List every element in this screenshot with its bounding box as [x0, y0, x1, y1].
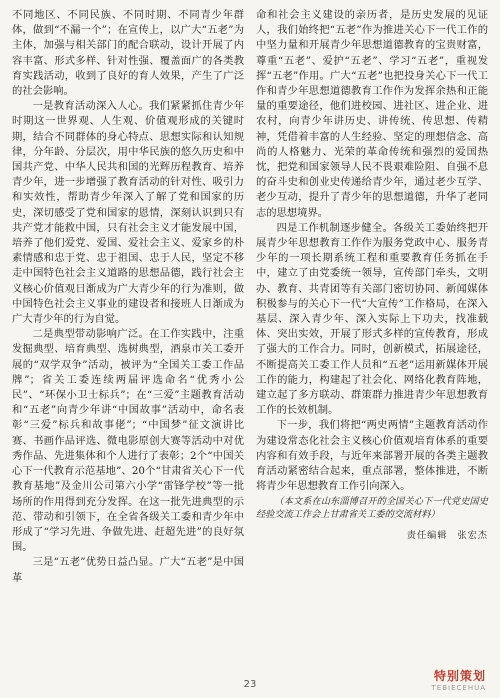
- paragraph-point-three-continued: 命和社会主义建设的亲历者，是历史发展的见证人，我们始终把“五老”作为推进关心下一代工作的中坚力量和开展青少年思想道德教育的宝贵财富，尊重“五老”、爱护“五老”、学习“五老”，重视发挥“五老”作用。广大“五老”也把投身关心下一代工作和青少年思想道德教育工作作为发挥余热和正能量的重要途径，他们进校园、进社区、进企业、进农村，向青少年讲历史、讲传统、传思想、传精神，凭借着丰富的人生经验、坚定的理想信念、高尚的人格魅力、光荣的革命传统和强烈的爱国热忱，把党和国家领导人民不畏艰难险阻、自强不息的奋斗史和创业史传递给青少年，通过老少互学、老少互动，提升了青少年的思想道德，升华了老同志的思想境界。: [256, 9, 488, 219]
- left-column: [12, 8, 244, 586]
- editor-credit: [256, 528, 488, 543]
- paragraph-intro-continued: 不同地区、不同民族、不同时期、不同青少年群体，做到“不漏一个”；在宣传上，以广大“五老”为主体，加强与相关部门的配合联动，设计开展了内容丰富、形式多样、针对性强、覆盖面广的各类教育实践活动，收到了良好的育人效果，产生了广泛的社会影响。: [12, 9, 244, 98]
- page-number: 23: [243, 679, 257, 690]
- source-note: （本文系在山东淄博召开的全国关心下一代党史国史经验交流工作会上甘肃省关工委的交流材料）: [256, 495, 488, 520]
- right-column: [256, 8, 488, 543]
- section-badge: [432, 667, 486, 692]
- paragraph-point-three-start: 三是“五老”优势日益凸显。广大“五老”是中国革: [12, 556, 244, 584]
- editor-label: 责任编辑: [406, 529, 448, 541]
- paragraph-point-one: 一是教育活动深入人心。我们紧紧抓住青少年时期这一世界观、人生观、价值观形成的关键时期，结合不同群体的身心特点、思想实际和认知规律，分年龄、分层次，用中华民族的悠久历史和中国共产党、中华人民共和国的光辉历程教育、培养青少年，进一步增强了教育活动的针对性、吸引力和实效性，帮助青少年深入了解了党和国家的历史，深切感受了党和国家的恩情，深刻认识到只有共产党才能救中国，只有社会主义才能发展中国，培养了他们爱党、爱国、爱社会主义、爱家乡的朴素情感和忠于党、忠于祖国、忠于人民，坚定不移走中国特色社会主义道路的思想品德，践行社会主义核心价值观日渐成为广大青少年的行为准则，做中国特色社会主义事业的建设者和接班人日渐成为广大青少年的行为自觉。: [12, 100, 244, 326]
- paragraph-next-steps: 下一步，我们将把“两史两情”主题教育活动作为建设常态化社会主义核心价值观培育体系的重要内容和有效手段，与近年来部署开展的各类主题教育活动紧密结合起来，重点部署，整体推进，不断将青少年思想教育工作引向深入。: [256, 419, 488, 493]
- paragraph-point-four: 四是工作机制逐步健全。各级关工委始终把开展青少年思想教育工作作为服务党政中心、服务青少年的一项长期系统工程和重要教育任务抓在手中，建立了由党委统一领导，宣传部门牵头，文明办、教育、共青团等有关部门密切协同、新闻媒体积极参与的关心下一代“大宣传”工作格局，在深入基层、深入青少年、深入实际上下功夫，找准载体、突出实效，开展了形式多样的宣传教育，形成了强大的工作合力。同时，创新模式，拓展途径，不断提高关工委工作人员和“五老”运用新媒体开展工作的能力，构建起了社会化、网络化教育阵地，建立起了多方联动、群策群力推进青少年思想教育工作的长效机制。: [256, 221, 488, 417]
- editor-name: 张宏杰: [457, 529, 488, 541]
- section-badge-label: 特别策划: [433, 669, 486, 683]
- section-badge-pinyin: TEBIECEHUA: [431, 684, 486, 692]
- paragraph-point-two: 二是典型带动影响广泛。在工作实践中，注重发掘典型、培育典型、选树典型，酒泉市关工委开展的“双学双争”活动，被评为“全国关工委工作品牌”；省关工委连续两届评选命名“优秀小公民”、“环保小卫士标兵”；在“三爱”主题教育活动和“五老”向青少年讲“中国故事”活动中，命名表彰“三爱”标兵和故事佬”；“中国梦”征文演讲比赛、书画作品评选、微电影原创大赛等活动中对优秀作品、先进集体和个人进行了表彰；2个“中国关心下一代教育示范基地”、20个“甘肃省关心下一代教育基地”及金川公司第六小学“雷锋学校”等一批场所的作用得到充分发挥。在这一批先进典型的示范、带动和引领下，在全省各级关工委和青少年中形成了“学习先进、争做先进、赶超先进”的良好氛围。: [12, 328, 244, 554]
